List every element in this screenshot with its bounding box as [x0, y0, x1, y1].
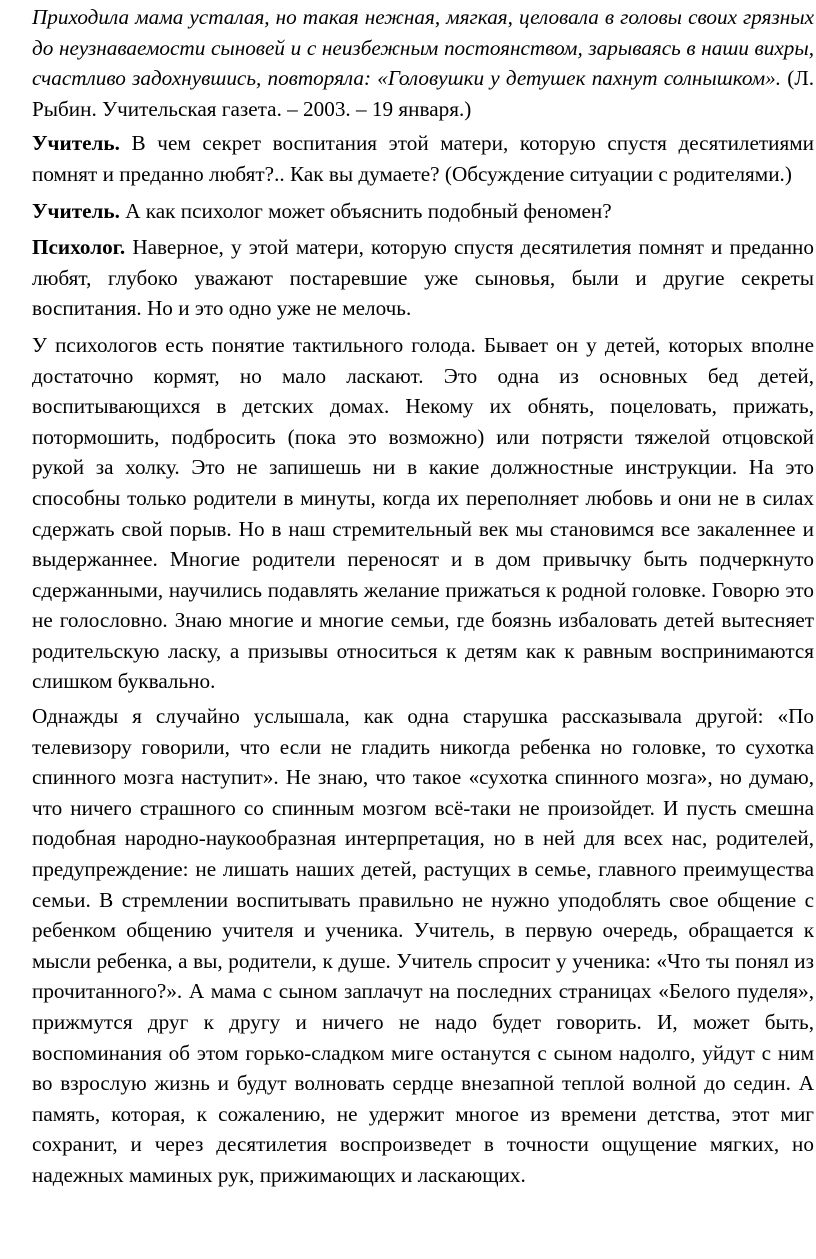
paragraph-text: А как психолог может объяснить подобный феномен?	[119, 198, 612, 223]
paragraph-text: В чем секрет воспитания этой матери, которую спустя десятилетиями помнят и преданно любят?.. Как вы думаете? (Обсуждение ситуации с родителями.)	[32, 131, 814, 186]
teacher-followup-paragraph	[32, 196, 814, 227]
paragraph-text: Однажды я случайно услышала, как одна старушка рассказывала другой: «По телевизору говорили, что если не гладить никогда ребенка но головке, то сухотка спинного мозга наступит». Не знаю, что такое «сухотка спинного мозга», но думаю, что ничего страшного со спинным мозгом всё-таки не произойдет. И пусть смешна подобная народно-наукообразная интерпретация, но в ней для всех нас, родителей, предупреждение: не лишать наших детей, растущих в семье, главного преимущества семьи. В стремлении воспитывать правильно не нужно уподоблять свое общение с ребенком общению учителя и ученика. Учитель, в первую очередь, обращается к мысли ребенка, а вы, родители, к душе. Учитель спросит у ученика: «Что ты понял из прочитанного?». А мама с сыном заплачут на последних страницах «Белого пуделя», прижмутся друг к другу и ничего не надо будет говорить. И, может быть, воспоминания об этом горько-сладком миге останутся с сыном надолго, уйдут с ним во взрослую жизнь и будут волновать сердце внезапной теплой волной до седин. А память, которая, к сожалению, не удержит многое из времени детства, этот миг сохранит, и через десятилетия воспроизведет в точности ощущение мягких, но надежных маминых рук, прижимающих и ласкающих.	[32, 704, 814, 1187]
tactile-hunger-paragraph	[32, 330, 814, 697]
quote-source: (Л. Рыбин. Учительская газета. – 2003. – 19 января.)	[32, 66, 814, 121]
paragraph-text: У психологов есть понятие тактильного голода. Бывает он у детей, которых вполне достаточно кормят, но мало ласкают. Это одна из основных бед детей, воспитывающихся в детских домах. Некому их обнять, поцеловать, прижать, потормошить, подбросить (пока это возможно) или потрясти тяжелой отцовской рукой за холку. Это не запишешь ни в какие должностные инструкции. На это способны только родители в минуты, когда их переполняет любовь и они не в силах сдержать свой порыв. Но в наш стремительный век мы становимся все закаленнее и выдержаннее. Многие родители переносят и в дом привычку быть подчеркнуто сдержанными, научились подавлять желание прижаться к родной головке. Говорю это не голословно. Знаю многие и многие семьи, где боязнь избаловать детей вытесняет родительскую ласку, а призывы относиться к детям как к равным воспринимаются слишком буквально.	[32, 332, 814, 694]
speaker-label: Учитель.	[32, 131, 120, 156]
teacher-question-paragraph	[32, 128, 814, 189]
quote-text: Приходила мама усталая, но такая нежная, мягкая, целовала в головы своих грязных до неузнаваемости сыновей и с неизбежным постоянством, зарываясь в наши вихры, счастливо задохнувшись, повторяла: «Головушки у детушек пахнут солнышком».	[32, 5, 814, 91]
speaker-label: Учитель.	[32, 198, 120, 223]
old-woman-story-paragraph	[32, 701, 814, 1191]
quote-paragraph	[32, 2, 814, 124]
speaker-label: Психолог.	[32, 235, 126, 260]
psychologist-paragraph	[32, 232, 814, 324]
paragraph-text: Наверное, у этой матери, которую спустя десятилетия помнят и преданно любят, глубоко уважают постаревшие уже сыновья, были и другие секреты воспитания. Но и это одно уже не мелочь.	[32, 235, 814, 321]
